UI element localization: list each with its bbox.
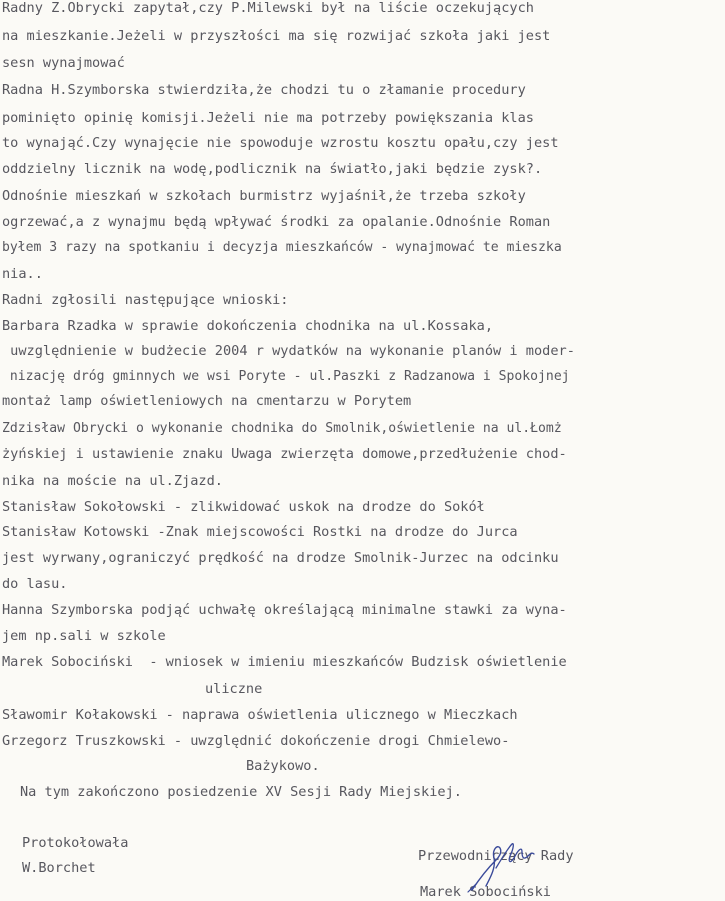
chairman-name: Marek Sobociński (420, 884, 551, 900)
text-line-18: żyńskiej i ustawienie znaku Uwaga zwierzęta domowe,przedłużenie chod- (2, 446, 567, 462)
text-line-16: montaż lamp oświetleniowych na cmentarzu w Porytem (2, 393, 412, 409)
text-line-27: uliczne (205, 681, 263, 697)
text-line-30: Bażykowo. (246, 758, 320, 774)
text-line-29: Grzegorz Truszkowski - uwzględnić dokończenie drogi Chmielewo- (2, 733, 510, 749)
text-line-13: Barbara Rzadka w sprawie dokończenia chodnika na ul.Kossaka, (2, 318, 494, 334)
text-line-24: Hanna Szymborska podjąć uchwałę określającą minimalne stawki za wyna- (2, 602, 567, 618)
text-line-4: Radna H.Szymborska stwierdziła,że chodzi tu o złamanie procedury (2, 82, 526, 98)
recorded-by-label: Protokołowała (22, 835, 129, 851)
text-line-1: Radny Z.Obrycki zapytał,czy P.Milewski był na liście oczekujących (2, 0, 534, 16)
text-line-3: sesn wynajmować (2, 55, 125, 71)
text-line-12: Radni zgłosili następujące wnioski: (2, 292, 289, 308)
text-line-8: Odnośnie mieszkań w szkołach burmistrz wyjaśnił,że trzeba szkoły (2, 188, 526, 204)
text-line-6: to wynająć.Czy wynajęcie nie spowoduje wzrostu kosztu opału,czy jest (2, 135, 559, 151)
text-line-21: Stanisław Kotowski -Znak miejscowości Rostki na drodze do Jurca (2, 524, 518, 540)
text-line-2: na mieszkanie.Jeżeli w przyszłości ma się rozwijać szkoła jaki jest (2, 28, 551, 44)
text-line-22: jest wyrwany,ograniczyć prędkość na drodze Smolnik-Jurzec na odcinku (2, 550, 559, 566)
recorded-by-name: W.Borchet (22, 860, 96, 876)
text-line-28: Sławomir Kołakowski - naprawa oświetlenia ulicznego w Mieczkach (2, 707, 518, 723)
text-line-19: nika na moście na ul.Zjazd. (2, 473, 223, 489)
text-line-14: uwzględnienie w budżecie 2004 r wydatków na wykonanie planów i moder- (2, 343, 575, 359)
text-line-11: nia.. (2, 266, 43, 282)
text-line-9: ogrzewać,a z wynajmu będą wpływać środki za opalanie.Odnośnie Roman (2, 214, 551, 230)
text-line-31: Na tym zakończono posiedzenie XV Sesji Rady Miejskiej. (20, 784, 462, 800)
text-line-7: oddzielny licznik na wodę,podlicznik na światło,jaki będzie zysk?. (2, 161, 543, 177)
text-line-15: nizację dróg gminnych we wsi Poryte - ul.Paszki z Radzanowa i Spokojnej (2, 369, 570, 384)
text-line-17: Zdzisław Obrycki o wykonanie chodnika do Smolnik,oświetlenie na ul.Łomż (2, 421, 562, 436)
text-line-25: jem np.sali w szkole (2, 628, 166, 644)
text-line-5: pominięto opinię komisji.Jeżeli nie ma potrzeby powiększania klas (2, 110, 534, 126)
text-line-20: Stanisław Sokołowski - zlikwidować uskok na drodze do Sokół (2, 499, 485, 515)
chairman-label: Przewodniczący Rady (418, 848, 574, 864)
text-line-26: Marek Sobociński - wniosek w imieniu mieszkańców Budzisk oświetlenie (2, 654, 567, 670)
text-line-23: do lasu. (2, 576, 68, 592)
text-line-10: byłem 3 razy na spotkaniu i decyzja mieszkańców - wynajmować te mieszka (2, 240, 562, 255)
chairman-signature-icon (466, 838, 546, 894)
